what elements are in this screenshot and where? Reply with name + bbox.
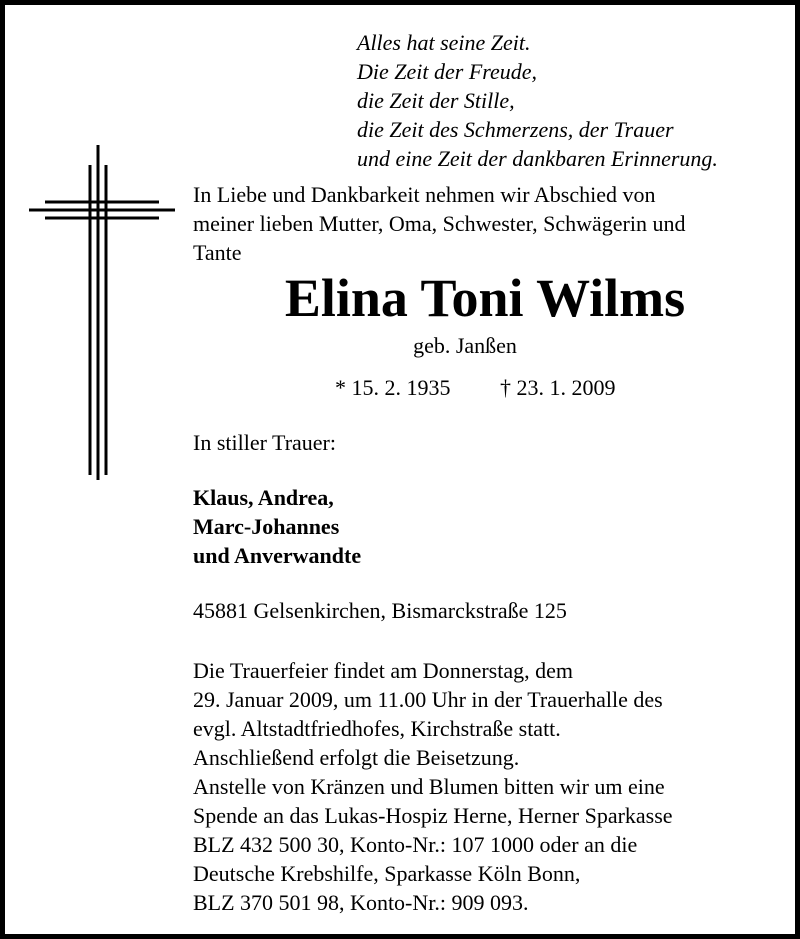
notice-line: Deutsche Krebshilfe, Sparkasse Köln Bonn, bbox=[193, 861, 581, 886]
notice-line: Anschließend erfolgt die Beisetzung. bbox=[193, 745, 520, 770]
birth-name: geb. Janßen bbox=[413, 333, 517, 358]
death-date: † 23. 1. 2009 bbox=[500, 375, 616, 400]
poem-line: Die Zeit der Freude, bbox=[357, 59, 538, 84]
family-line: und Anverwandte bbox=[193, 543, 362, 568]
poem bbox=[357, 28, 718, 173]
notice-line: 29. Januar 2009, um 11.00 Uhr in der Trauerhalle des bbox=[193, 687, 663, 712]
family-line: Klaus, Andrea, bbox=[193, 485, 334, 510]
poem-line: und eine Zeit der dankbaren Erinnerung. bbox=[357, 146, 718, 171]
notice-line: BLZ 370 501 98, Konto-Nr.: 909 093. bbox=[193, 890, 529, 915]
funeral-notice bbox=[193, 656, 673, 917]
intro-line: In Liebe und Dankbarkeit nehmen wir Abschied von bbox=[193, 182, 656, 207]
notice-line: Die Trauerfeier findet am Donnerstag, dem bbox=[193, 658, 573, 683]
notice-line: evgl. Altstadtfriedhofes, Kirchstraße statt. bbox=[193, 716, 561, 741]
family-line: Marc-Johannes bbox=[193, 514, 340, 539]
mourning-label: In stiller Trauer: bbox=[193, 430, 336, 455]
poem-line: Alles hat seine Zeit. bbox=[357, 30, 531, 55]
poem-line: die Zeit der Stille, bbox=[357, 88, 515, 113]
poem-line: die Zeit des Schmerzens, der Trauer bbox=[357, 117, 674, 142]
address: 45881 Gelsenkirchen, Bismarckstraße 125 bbox=[193, 598, 567, 623]
intro-line: Tante bbox=[193, 240, 242, 265]
birth-date: * 15. 2. 1935 bbox=[335, 375, 451, 400]
family-list bbox=[193, 483, 361, 570]
intro-text bbox=[193, 180, 686, 267]
notice-line: Anstelle von Kränzen und Blumen bitten wir um eine bbox=[193, 774, 665, 799]
deceased-name: Elina Toni Wilms bbox=[284, 268, 686, 328]
notice-line: BLZ 432 500 30, Konto-Nr.: 107 1000 oder an die bbox=[193, 832, 638, 857]
cross-icon bbox=[27, 145, 177, 480]
notice-line: Spende an das Lukas-Hospiz Herne, Herner Sparkasse bbox=[193, 803, 673, 828]
intro-line: meiner lieben Mutter, Oma, Schwester, Schwägerin und bbox=[193, 211, 686, 236]
